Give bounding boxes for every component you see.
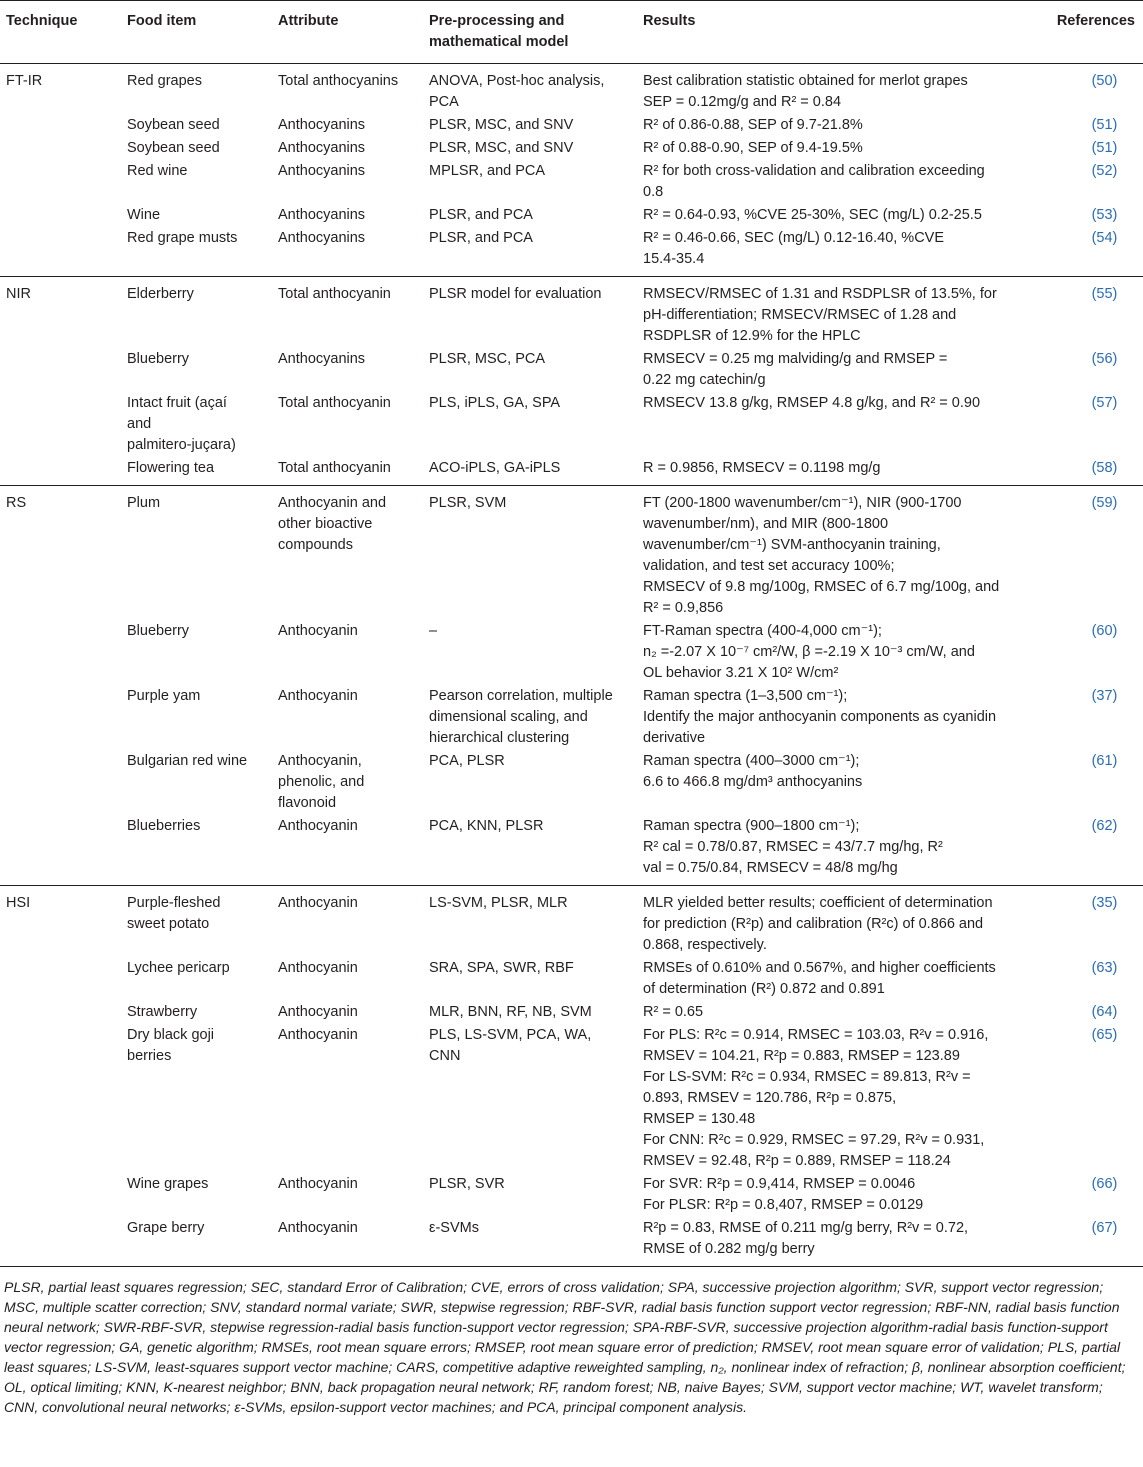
model-cell: ANOVA, Post-hoc analysis, PCA — [429, 73, 605, 110]
technique-cell: RS — [6, 495, 27, 511]
technique-cell — [0, 227, 121, 277]
table-row — [0, 114, 1143, 137]
results-cell: R² of 0.86-0.88, SEP of 9.7-21.8% — [643, 117, 863, 133]
results-cell: R²p = 0.83, RMSE of 0.211 mg/g berry, R²v = 0.72, RMSE of 0.282 mg/g berry — [643, 1220, 969, 1257]
model-cell: PCA, KNN, PLSR — [429, 818, 544, 834]
results-cell: R² for both cross-validation and calibration exceeding 0.8 — [643, 163, 985, 200]
attribute-cell: Anthocyanin — [278, 1004, 358, 1020]
model-cell: PLSR model for evaluation — [429, 286, 602, 302]
table-row — [0, 277, 1143, 349]
attribute-cell: Anthocyanins — [278, 163, 366, 179]
results-cell: Raman spectra (900–1800 cm⁻¹); R² cal = 0.78/0.87, RMSEC = 43/7.7 mg/hg, R² val = 0.75/0.84, RMSECV = 48/8 mg/hg — [643, 818, 943, 876]
results-cell: RMSECV = 0.25 mg malviding/g and RMSEP = 0.22 mg catechin/g — [643, 351, 948, 388]
model-cell: ε-SVMs — [429, 1220, 479, 1236]
attribute-cell: Anthocyanin and other bioactive compounds — [278, 495, 387, 553]
results-cell: MLR yielded better results; coefficient of determination for prediction (R²p) and calibration (R²c) of 0.866 and 0.868, respectively. — [643, 895, 993, 953]
results-cell: R² = 0.65 — [643, 1004, 704, 1020]
results-cell: R = 0.9856, RMSECV = 0.1198 mg/g — [643, 460, 881, 476]
attribute-cell: Anthocyanin — [278, 688, 358, 704]
model-cell: – — [429, 623, 438, 639]
table-row — [0, 457, 1143, 486]
attribute-cell: Anthocyanins — [278, 230, 366, 246]
food-item-cell: Red grapes — [127, 73, 202, 89]
table-row — [0, 137, 1143, 160]
model-cell: MPLSR, and PCA — [429, 163, 546, 179]
results-cell: R² of 0.88-0.90, SEP of 9.4-19.5% — [643, 140, 863, 156]
header-technique: Technique — [6, 13, 78, 29]
technique-cell — [0, 1217, 121, 1267]
table-row — [0, 392, 1143, 457]
results-cell: R² = 0.46-0.66, SEC (mg/L) 0.12-16.40, %CVE 15.4-35.4 — [643, 230, 945, 267]
attribute-cell: Total anthocyanin — [278, 286, 391, 302]
food-item-cell: Blueberry — [127, 623, 190, 639]
technique-cell — [0, 815, 121, 886]
model-cell: PLSR, and PCA — [429, 230, 533, 246]
reference-link[interactable]: (55) — [1091, 286, 1118, 302]
reference-link[interactable]: (66) — [1091, 1176, 1118, 1192]
model-cell: MLR, BNN, RF, NB, SVM — [429, 1004, 592, 1020]
results-cell: RMSECV/RMSEC of 1.31 and RSDPLSR of 13.5%, for pH-differentiation; RMSECV/RMSEC of 1.28 and RSDPLSR of 12.9% for the HPLC — [643, 286, 997, 344]
model-cell: LS-SVM, PLSR, MLR — [429, 895, 568, 911]
attribute-cell: Anthocyanin — [278, 960, 358, 976]
food-item-cell: Grape berry — [127, 1220, 205, 1236]
table-row — [0, 64, 1143, 115]
results-cell: For PLS: R²c = 0.914, RMSEC = 103.03, R²v = 0.916, RMSEV = 104.21, R²p = 0.883, RMSEP = 123.89 For LS-SVM: R²c = 0.934, RMSEC = 89.813, R²v = 0.893, RMSEV = 120.786, R²p = 0.875, RMSEP = 130.48 For CNN: R²c = 0.929, RMSEC = 97.29, R²v = 0.931, RMSEV = 92.48, R²p = 0.889, RMSEP = 118.24 — [643, 1027, 989, 1169]
attribute-cell: Anthocyanin, phenolic, and flavonoid — [278, 753, 365, 811]
technique-cell — [0, 1173, 121, 1217]
results-cell: For SVR: R²p = 0.9,414, RMSEP = 0.0046 For PLSR: R²p = 0.8,407, RMSEP = 0.0129 — [643, 1176, 924, 1213]
food-item-cell: Bulgarian red wine — [127, 753, 248, 769]
model-cell: PLSR, MSC, and SNV — [429, 140, 574, 156]
model-cell: PLSR, SVM — [429, 495, 507, 511]
food-item-cell: Purple yam — [127, 688, 201, 704]
food-item-cell: Dry black goji berries — [127, 1027, 215, 1064]
attribute-cell: Total anthocyanin — [278, 460, 391, 476]
reference-link[interactable]: (35) — [1091, 895, 1118, 911]
results-cell: FT-Raman spectra (400-4,000 cm⁻¹); n₂ =-2.07 X 10⁻⁷ cm²/W, β =-2.19 X 10⁻³ cm/W, and OL behavior 3.21 X 10² W/cm² — [643, 623, 975, 681]
food-item-cell: Intact fruit (açaí and palmitero-juçara) — [127, 395, 236, 453]
technique-cell — [0, 348, 121, 392]
attribute-cell: Anthocyanin — [278, 1176, 358, 1192]
attribute-cell: Anthocyanin — [278, 1220, 358, 1236]
attribute-cell: Anthocyanins — [278, 140, 366, 156]
technique-cell — [0, 1001, 121, 1024]
food-item-cell: Wine grapes — [127, 1176, 209, 1192]
table-row — [0, 750, 1143, 815]
reference-link[interactable]: (62) — [1091, 818, 1118, 834]
results-cell: RMSEs of 0.610% and 0.567%, and higher coefficients of determination (R²) 0.872 and 0.891 — [643, 960, 996, 997]
reference-link[interactable]: (56) — [1091, 351, 1118, 367]
header-model: Pre-processing and mathematical model — [429, 13, 569, 50]
food-item-cell: Wine — [127, 207, 161, 223]
attribute-cell: Anthocyanins — [278, 207, 366, 223]
table-row — [0, 685, 1143, 750]
reference-link[interactable]: (51) — [1091, 140, 1118, 156]
technique-cell — [0, 1024, 121, 1173]
table-footnote: PLSR, partial least squares regression; SEC, standard Error of Calibration; CVE, errors of cross validation; SPA, successive projection algorithm; SVR, support vector regression; MSC, multiple scatter correction; SNV, standard normal variate; SWR, stepwise regression; RBF-SVR, radial basis function support vector regression; RBF-NN, radial basis function neural network; SWR-RBF-SVR, stepwise regression-radial basis function-support vector regression; SPA-RBF-SVR, successive projection algorithm-radial basis function-support vector regression; GA, genetic algorithm; RMSEs, root mean square errors; RMSEP, root mean square error of prediction; RMSEV, root mean square error of validation; PLS, partial least squares; LS-SVM, least-squares support vector machine; CARS, competitive adaptive reweighted sampling, n₂, nonlinear index of refraction; β, nonlinear absorption coefficient; OL, optical limiting; KNN, K-nearest neighbor; BNN, back propagation neural network; RF, random forest; NB, naive Bayes; SVM, support vector machine; WT, wavelet transform; CNN, convolutional neural networks; ε-SVMs, epsilon-support vector machines; and PCA, principal component analysis. — [4, 1279, 1126, 1415]
food-item-cell: Lychee pericarp — [127, 960, 230, 976]
results-cell: RMSECV 13.8 g/kg, RMSEP 4.8 g/kg, and R² = 0.90 — [643, 395, 981, 411]
reference-link[interactable]: (59) — [1091, 495, 1118, 511]
technique-cell — [0, 160, 121, 204]
food-item-cell: Elderberry — [127, 286, 194, 302]
model-cell: PLSR, MSC, and SNV — [429, 117, 574, 133]
table-row — [0, 815, 1143, 886]
attribute-cell: Anthocyanin — [278, 1027, 358, 1043]
reference-link[interactable]: (64) — [1091, 1004, 1118, 1020]
table-row — [0, 957, 1143, 1001]
reference-link[interactable]: (37) — [1091, 688, 1118, 704]
reference-link[interactable]: (65) — [1091, 1027, 1118, 1043]
reference-link[interactable]: (67) — [1091, 1220, 1118, 1236]
reference-link[interactable]: (60) — [1091, 623, 1118, 639]
model-cell: Pearson correlation, multiple dimensional scaling, and hierarchical clustering — [429, 688, 613, 746]
model-cell: PLS, LS-SVM, PCA, WA, CNN — [429, 1027, 592, 1064]
attribute-cell: Total anthocyanins — [278, 73, 399, 89]
table-row — [0, 886, 1143, 958]
technique-cell: NIR — [6, 286, 31, 302]
food-item-cell: Soybean seed — [127, 117, 220, 133]
table-row — [0, 348, 1143, 392]
table-row — [0, 1173, 1143, 1217]
attribute-cell: Anthocyanin — [278, 623, 358, 639]
attribute-cell: Anthocyanin — [278, 895, 358, 911]
results-cell: FT (200-1800 wavenumber/cm⁻¹), NIR (900-1700 wavenumber/nm), and MIR (800-1800 wavenumber/cm⁻¹) SVM-anthocyanin training, validation, and test set accuracy 100%; RMSECV of 9.8 mg/100g, RMSEC of 6.7 mg/100g, and R² = 0.9,856 — [643, 495, 1000, 616]
technique-cell — [0, 114, 121, 137]
model-cell: SRA, SPA, SWR, RBF — [429, 960, 574, 976]
header-results: Results — [643, 13, 696, 29]
attribute-cell: Total anthocyanin — [278, 395, 391, 411]
food-item-cell: Red wine — [127, 163, 188, 179]
table-header — [0, 1, 1143, 64]
reference-link[interactable]: (57) — [1091, 395, 1118, 411]
table-row — [0, 204, 1143, 227]
technique-cell — [0, 620, 121, 685]
model-cell: PLSR, MSC, PCA — [429, 351, 546, 367]
technique-cell — [0, 685, 121, 750]
model-cell: ACO-iPLS, GA-iPLS — [429, 460, 561, 476]
technique-cell: HSI — [6, 895, 31, 911]
technique-cell: FT-IR — [6, 73, 43, 89]
technique-cell — [0, 392, 121, 457]
technique-cell — [0, 957, 121, 1001]
table-row — [0, 486, 1143, 621]
food-item-cell: Soybean seed — [127, 140, 220, 156]
reference-link[interactable]: (61) — [1091, 753, 1118, 769]
model-cell: PLSR, SVR — [429, 1176, 505, 1192]
table-row — [0, 1001, 1143, 1024]
reference-link[interactable]: (50) — [1091, 73, 1118, 89]
food-item-cell: Purple-fleshed sweet potato — [127, 895, 221, 932]
table-row — [0, 160, 1143, 204]
food-item-cell: Flowering tea — [127, 460, 215, 476]
technique-cell — [0, 204, 121, 227]
table-row — [0, 1217, 1143, 1267]
reference-link[interactable]: (63) — [1091, 960, 1118, 976]
technique-cell — [0, 750, 121, 815]
reference-link[interactable]: (58) — [1091, 460, 1118, 476]
header-food-item: Food item — [127, 13, 197, 29]
technique-cell — [0, 137, 121, 160]
technique-cell — [0, 457, 121, 486]
food-item-cell: Blueberries — [127, 818, 201, 834]
attribute-cell: Anthocyanins — [278, 351, 366, 367]
results-cell: Best calibration statistic obtained for merlot grapes SEP = 0.12mg/g and R² = 0.84 — [643, 73, 968, 110]
attribute-cell: Anthocyanin — [278, 818, 358, 834]
reference-link[interactable]: (54) — [1091, 230, 1118, 246]
header-attribute: Attribute — [278, 13, 339, 29]
table-row — [0, 620, 1143, 685]
attribute-cell: Anthocyanins — [278, 117, 366, 133]
food-item-cell: Strawberry — [127, 1004, 198, 1020]
food-item-cell: Blueberry — [127, 351, 190, 367]
reference-link[interactable]: (51) — [1091, 117, 1118, 133]
food-item-cell: Plum — [127, 495, 161, 511]
results-cell: Raman spectra (400–3000 cm⁻¹); 6.6 to 466.8 mg/dm³ anthocyanins — [643, 753, 863, 790]
table-row — [0, 227, 1143, 277]
table-body — [0, 64, 1143, 1267]
food-item-cell: Red grape musts — [127, 230, 238, 246]
results-cell: Raman spectra (1–3,500 cm⁻¹); Identify the major anthocyanin components as cyanidin derivative — [643, 688, 997, 746]
model-cell: PLS, iPLS, GA, SPA — [429, 395, 561, 411]
results-cell: R² = 0.64-0.93, %CVE 25-30%, SEC (mg/L) 0.2-25.5 — [643, 207, 982, 223]
table-row — [0, 1024, 1143, 1173]
model-cell: PLSR, and PCA — [429, 207, 533, 223]
model-cell: PCA, PLSR — [429, 753, 505, 769]
reference-link[interactable]: (53) — [1091, 207, 1118, 223]
reference-link[interactable]: (52) — [1091, 163, 1118, 179]
header-references: References — [1056, 13, 1135, 29]
